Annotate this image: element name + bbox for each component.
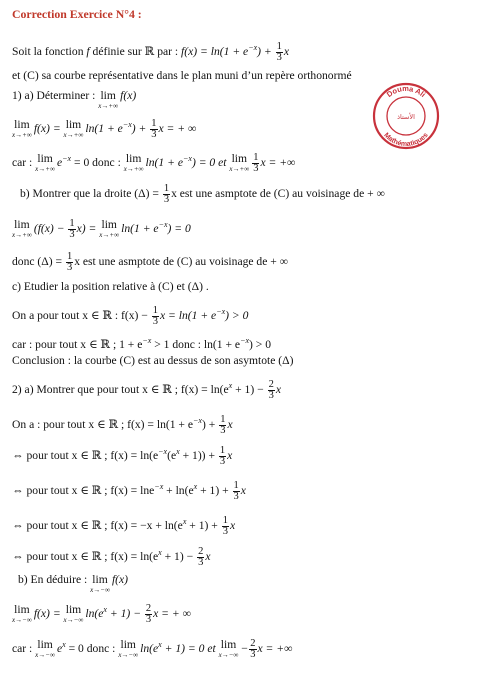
limit-minus-infinity: lim x→−∞ f(x) = lim x→−∞ $\ln(e^x + 1)$ − $\frac{2}{3}$ x = + ∞	[12, 602, 191, 625]
question-2a: 2) a) Montrer que pour tout x ∈ ℝ ; $f(x) = \ln(e^x + 1)$ − $\frac{2}{3}$ x	[12, 378, 281, 401]
question-1a: 1) a) Déterminer : lim x→+∞ f(x)	[12, 89, 137, 110]
limit-justification: car : lim x→+∞ $e^{-x} = 0$ donc : lim x→+∞ $\ln(1 + e^{-x}) = 0$ et lim x→+∞ $\frac{1}{3}$ x = +∞	[12, 151, 296, 174]
relative-position-difference: On a pour tout x ∈ ℝ : f(x) − $\frac{1}{3}$ $x = \ln(1 + e^{-x}) > 0$	[12, 304, 249, 327]
rewrite-step-4: ⇔ pour tout x ∈ ℝ ; $f(x) = -x + \ln(e^x + 1)$ + $\frac{1}{3}$ x	[12, 514, 236, 537]
curve-definition: et (C) sa courbe représentative dans le plan muni d’un repère orthonormé	[12, 69, 352, 82]
relative-position-conclusion: Conclusion : la courbe (C) est au dessus de son asymtote (Δ)	[12, 354, 294, 367]
question-1b: b) Montrer que la droite (Δ) = $\frac{1}{3}$ x est une asmptote de (C) au voisinage de + ∞	[20, 183, 385, 205]
question-2b: b) En déduire : lim x→−∞ f(x)	[18, 573, 129, 594]
question-1c: c) Etudier la position relative à (C) et (Δ) .	[12, 280, 209, 293]
rewrite-step-1: On a : pour tout x ∈ ℝ ; $f(x) = \ln(1 + e^{-x})$ + $\frac{1}{3}$ x	[12, 413, 233, 436]
rewrite-step-5: ⇔ pour tout x ∈ ℝ ; $f(x) = \ln(e^x + 1)$ − $\frac{2}{3}$ x	[12, 545, 211, 568]
stamp-bottom-text: Mathématiques	[382, 131, 430, 149]
author-stamp-seal	[372, 82, 440, 150]
asymptote-conclusion: donc (Δ) = $\frac{1}{3}$ x est une asmptote de (C) au voisinage de + ∞	[12, 251, 288, 273]
rewrite-step-3: ⇔ pour tout x ∈ ℝ ; $f(x) = \ln e^{-x} + \ln(e^x + 1)$ + $\frac{1}{3}$ x	[12, 479, 246, 502]
stamp-center-text: الأستاذ	[397, 113, 415, 121]
exercise-title: Correction Exercice N°4 :	[12, 7, 142, 21]
stamp-top-text: Douma Ali	[384, 83, 428, 100]
relative-position-justification: car : pour tout x ∈ ℝ ; $1 + e^{-x} > 1$ donc : $\ln(1 + e^{-x}) > 0$	[12, 336, 272, 351]
limit-plus-infinity: lim x→+∞ f(x) = lim x→+∞ $\ln(1 + e^{-x})$ + $\frac{1}{3}$ x = + ∞	[12, 117, 197, 140]
rewrite-step-2: ⇔ pour tout x ∈ ℝ ; $f(x) = \ln(e^{-x}(e^x + 1))$ + $\frac{1}{3}$ x	[12, 444, 233, 467]
function-definition: Soit la fonction f définie sur ℝ par : $f(x) = \ln(1 + e^{-x})$ + $\frac{1}{3}$ x	[12, 40, 290, 63]
asymptote-limit: lim x→+∞ (f(x) − $\frac{1}{3}$ x) = lim x→+∞ $\ln(1 + e^{-x}) = 0$	[12, 217, 191, 240]
limit-minus-justification: car : lim x→−∞ $e^x = 0$ donc : lim x→−∞ $\ln(e^x + 1) = 0$ et lim x→−∞ − $\frac{2}{3}$ x = +∞	[12, 637, 293, 660]
